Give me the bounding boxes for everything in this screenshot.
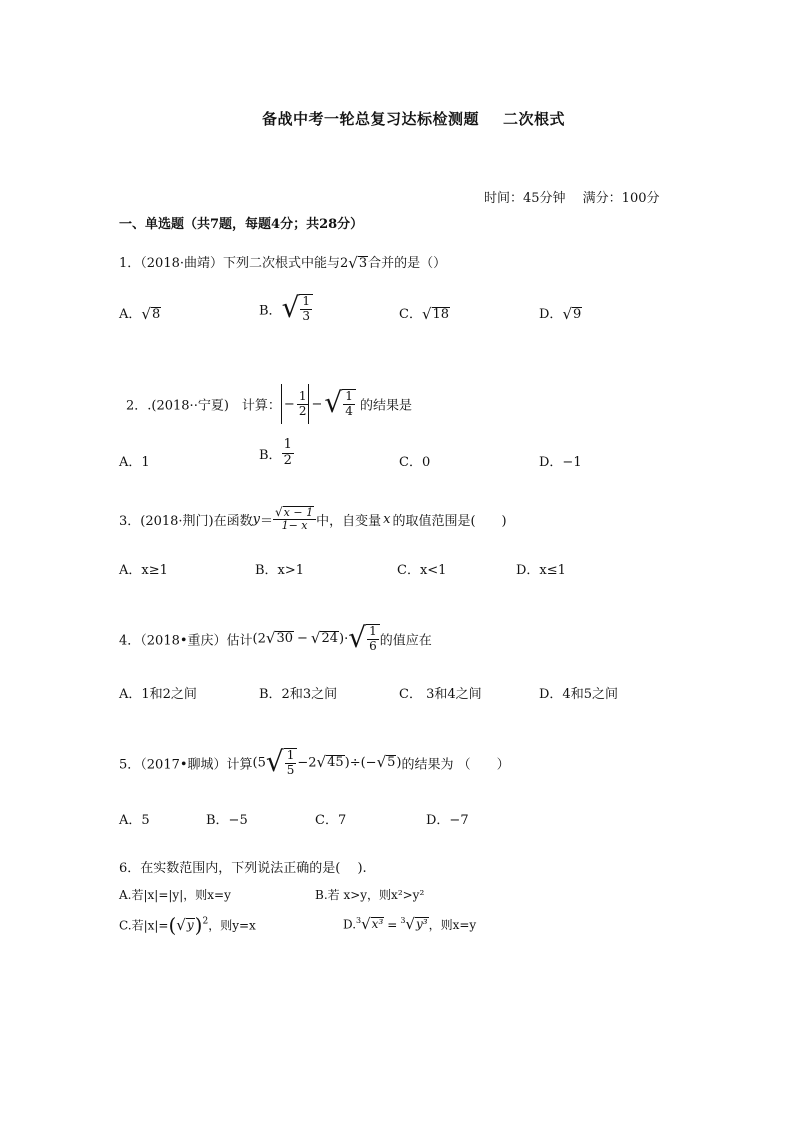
q4-option-c: C． 3和4之间 xyxy=(399,687,482,702)
q1-option-d: D． √ 9 xyxy=(539,304,582,323)
page-title xyxy=(262,108,565,129)
q1-option-c: C． √ 18 xyxy=(399,304,450,323)
title-subtitle: 二次根式 xyxy=(503,110,566,128)
q6-option-b: B.若 x>y，则x²>y² xyxy=(315,888,425,902)
q6-option-c: C.若|x|=( √ y )$^2$，则y=x xyxy=(119,913,256,937)
q4-stem: 4．（2018•重庆）估计(2 √ 30 − √ 24 )· √ $\frac{1}{6}$ 的值应在 xyxy=(119,621,432,654)
q4-option-a: A．1和2之间 xyxy=(119,687,197,702)
q5-stem: 5．（2017•聊城）计算(5 √ $\frac{1}{5}$ −2 √ 45 )÷(− √ 5 )的结果为 （ ） xyxy=(119,745,510,778)
q1-stem-radical: √ 3 xyxy=(348,253,368,272)
q3-option-b: B．x>1 xyxy=(255,563,305,578)
section-title: 一、单选题（共7题，每题4分；共28分） xyxy=(119,217,364,232)
time-info: 时间：45分钟 满分：100分 xyxy=(484,191,660,206)
title-main: 备战中考一轮总复习达标检测题 xyxy=(262,110,480,128)
q3-stem: 3．(2018·荆门)在函数y＝ √ x − 1 1− x 中，自变量 x 的取值范围是( ) xyxy=(119,505,507,533)
q2-option-c: C．0 xyxy=(399,455,431,470)
q6-option-d: D.$^3$ √ x³ = $^3$ √ y³ ，则x=y xyxy=(343,915,477,933)
q3-option-c: C．x<1 xyxy=(397,563,447,578)
q2-stem: 2．.(2018··宁夏) 计算： − $\frac{1}{2}$ − √ $\frac{1}{4}$ 的结果是 xyxy=(126,384,412,424)
q1-option-a: A． √ 8 xyxy=(119,304,161,323)
q2-option-b: B． $\frac{1}{2}$ xyxy=(259,437,292,468)
q3-option-a: A．x≥1 xyxy=(119,563,168,578)
q3-option-d: D．x≤1 xyxy=(516,563,566,578)
q4-option-d: D．4和5之间 xyxy=(539,687,618,702)
q2-option-a: A．1 xyxy=(119,455,150,470)
q5-option-b: B．−5 xyxy=(206,813,248,828)
q6-stem: 6．在实数范围内，下列说法正确的是( ). xyxy=(119,861,367,876)
q5-option-d: D．−7 xyxy=(426,813,469,828)
q6-option-a: A.若|x|=|y|，则x=y xyxy=(119,888,231,902)
q1-option-b: B． √ $\frac{1}{3}$ xyxy=(259,294,313,324)
q4-option-b: B．2和3之间 xyxy=(259,687,338,702)
q1-stem: 1．（2018·曲靖）下列二次根式中能与2 √ 3 合并的是（） xyxy=(119,253,447,272)
q2-option-d: D．−1 xyxy=(539,455,582,470)
q5-option-c: C．7 xyxy=(315,813,347,828)
q5-option-a: A．5 xyxy=(119,813,150,828)
